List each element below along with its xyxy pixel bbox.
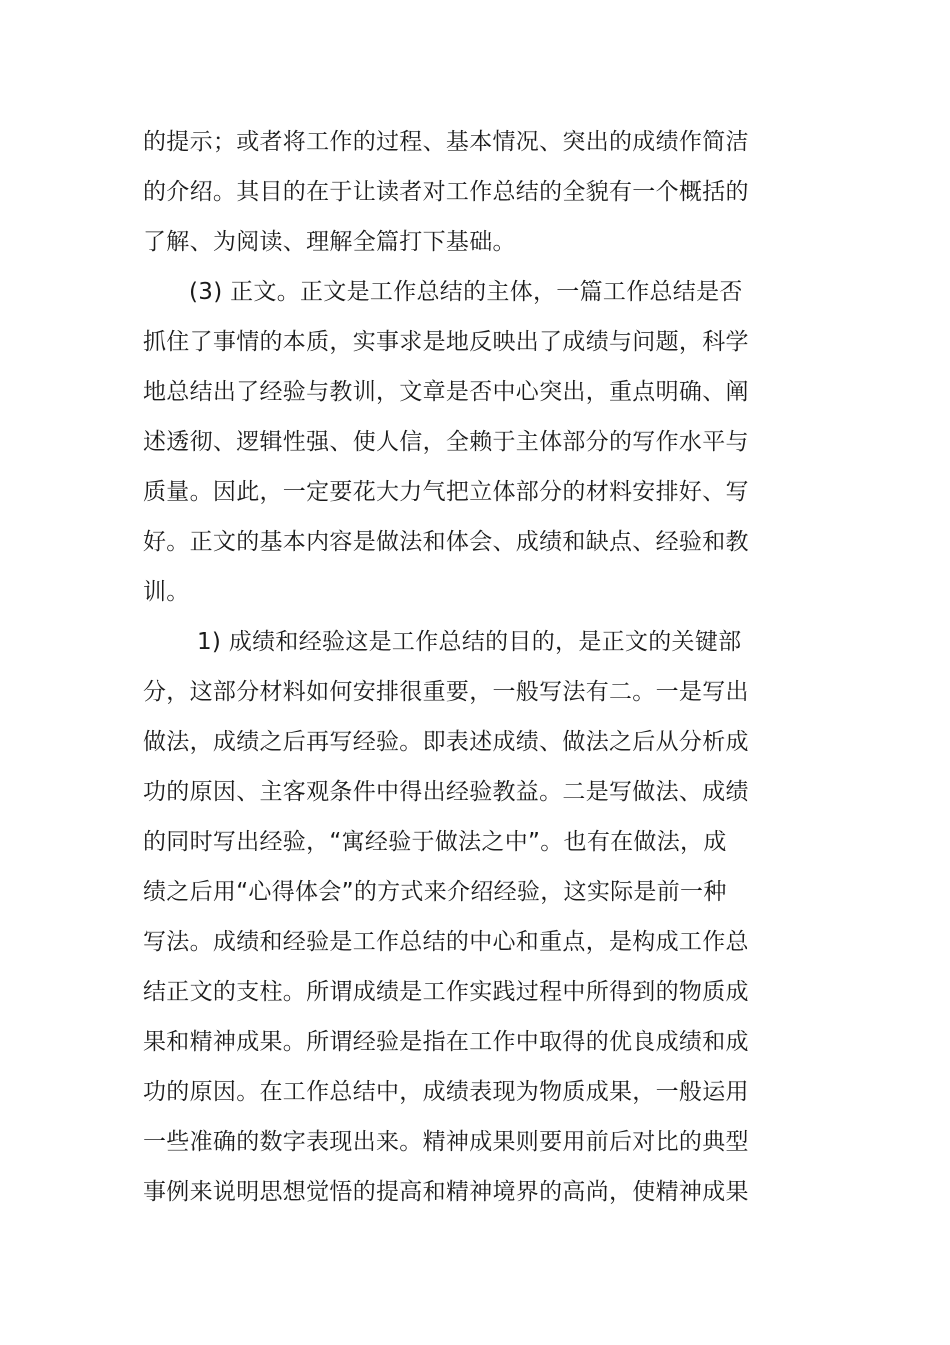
body-text (143, 117, 749, 1217)
text-line: 果和精神成果。所谓经验是指在工作中取得的优良成绩和成 (143, 1029, 749, 1055)
text-line: 的提示；或者将工作的过程、基本情况、突出的成绩作简洁 (143, 129, 749, 155)
text-line: 训。 (143, 579, 190, 605)
paragraph-heading-line: 1) 成绩和经验这是工作总结的目的，是正文的关键部 (197, 629, 742, 655)
text-line: 事例来说明思想觉悟的提高和精神境界的高尚，使精神成果 (143, 1179, 749, 1205)
text-line: 分，这部分材料如何安排很重要，一般写法有二。一是写出 (143, 679, 749, 705)
text-line: 写法。成绩和经验是工作总结的中心和重点，是构成工作总 (143, 929, 749, 955)
text-line: 绩之后用“心得体会”的方式来介绍经验，这实际是前一种 (143, 879, 727, 905)
text-line: 好。正文的基本内容是做法和体会、成绩和缺点、经验和教 (143, 529, 749, 555)
paragraph-heading-line: (3) 正文。正文是工作总结的主体，一篇工作总结是否 (189, 279, 743, 305)
text-line: 地总结出了经验与教训，文章是否中心突出，重点明确、阐 (143, 379, 749, 405)
text-line: 功的原因、主客观条件中得出经验教益。二是写做法、成绩 (143, 779, 749, 805)
text-line: 的同时写出经验，“寓经验于做法之中”。也有在做法，成 (143, 829, 727, 855)
text-line: 功的原因。在工作总结中，成绩表现为物质成果，一般运用 (143, 1079, 749, 1105)
text-line: 一些准确的数字表现出来。精神成果则要用前后对比的典型 (143, 1129, 749, 1155)
text-line: 结正文的支柱。所谓成绩是工作实践过程中所得到的物质成 (143, 979, 749, 1005)
text-line: 的介绍。其目的在于让读者对工作总结的全貌有一个概括的 (143, 179, 749, 205)
text-line: 抓住了事情的本质，实事求是地反映出了成绩与问题，科学 (143, 329, 749, 355)
text-line: 述透彻、逻辑性强、使人信，全赖于主体部分的写作水平与 (143, 429, 749, 455)
text-line: 做法，成绩之后再写经验。即表述成绩、做法之后从分析成 (143, 729, 749, 755)
text-line: 了解、为阅读、理解全篇打下基础。 (143, 229, 516, 255)
text-line: 质量。因此，一定要花大力气把立体部分的材料安排好、写 (143, 479, 749, 505)
